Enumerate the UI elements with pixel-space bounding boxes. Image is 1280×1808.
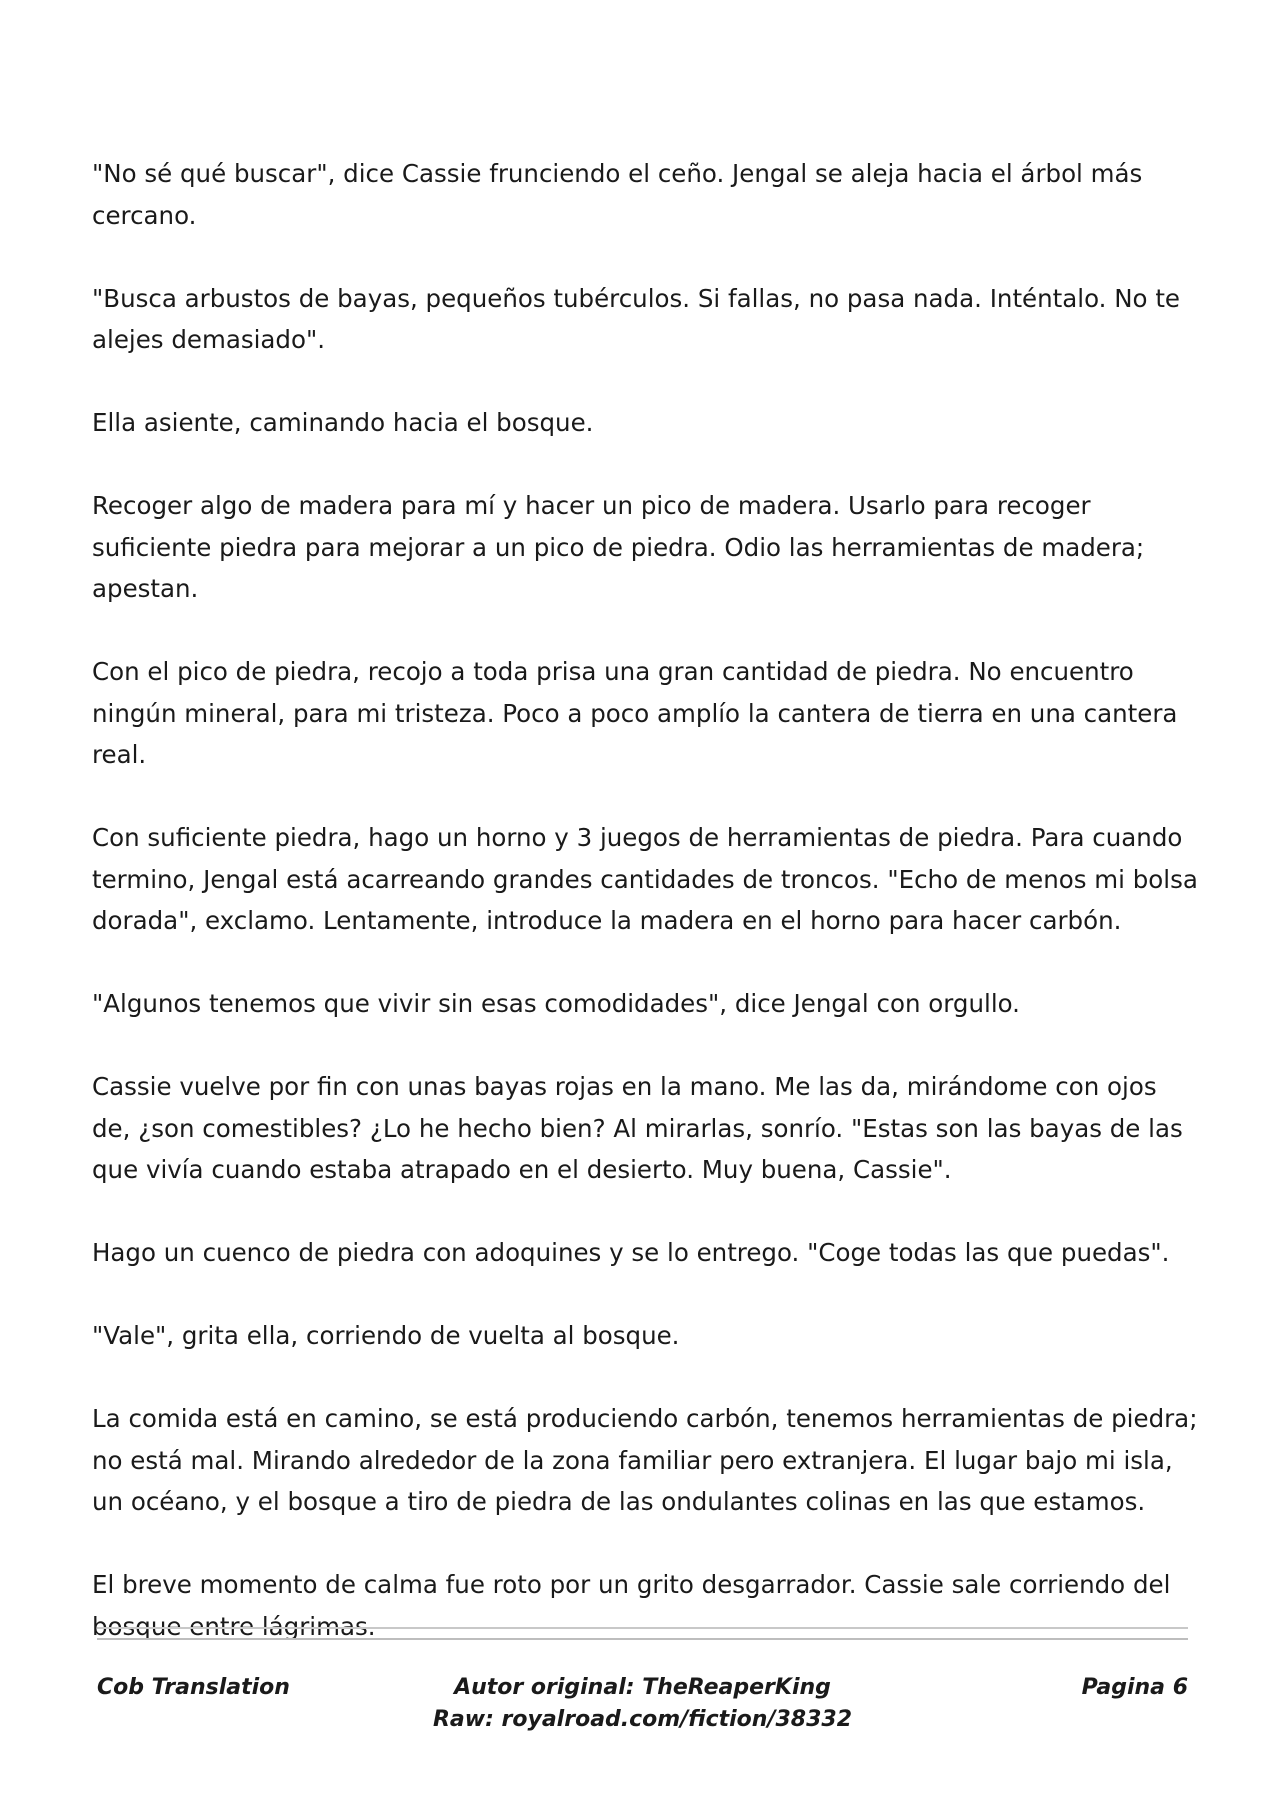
paragraph-12: El breve momento de calma fue roto por un grito desgarrador. Cassie sale corriendo del bosque entre lágrimas. xyxy=(92,1570,1171,1641)
paragraph-8: Cassie vuelve por fin con unas bayas rojas en la mano. Me las da, mirándome con ojos de, ¿son comestibles? ¿Lo he hecho bien? Al mirarlas, sonrío. "Estas son las bayas de las que vivía cuando estaba atrapado en el desierto. Muy buena, Cassie". xyxy=(92,1072,1183,1184)
paragraph-4: Recoger algo de madera para mí y hacer un pico de madera. Usarlo para recoger suficiente piedra para mejorar a un pico de piedra. Odio las herramientas de madera; apestan. xyxy=(92,491,1145,603)
footer-divider-top xyxy=(97,1627,1188,1629)
body-text xyxy=(92,153,1202,1689)
paragraph-1: "No sé qué buscar", dice Cassie frunciendo el ceño. Jengal se aleja hacia el árbol más cercano. xyxy=(92,159,1143,230)
footer-translator: Cob Translation xyxy=(97,1675,290,1700)
paragraph-6: Con suficiente piedra, hago un horno y 3 juegos de herramientas de piedra. Para cuando termino, Jengal está acarreando grandes cantidades de troncos. "Echo de menos mi bolsa dorada", exclamo. Lentamente, introduce la madera en el horno para hacer carbón. xyxy=(92,823,1198,935)
footer-divider-bottom xyxy=(97,1638,1188,1640)
paragraph-2: "Busca arbustos de bayas, pequeños tubérculos. Si fallas, no pasa nada. Inténtalo. No te alejes demasiado". xyxy=(92,283,1181,354)
paragraph-10: "Vale", grita ella, corriendo de vuelta al bosque. xyxy=(92,1321,680,1350)
paragraph-11: La comida está en camino, se está produciendo carbón, tenemos herramientas de piedra; no está mal. Mirando alrededor de la zona familiar pero extranjera. El lugar bajo mi isla, un océano, y el bosque a tiro de piedra de las ondulantes colinas en las que estamos. xyxy=(92,1404,1198,1516)
footer-author: Autor original: TheReaperKing xyxy=(454,1675,831,1700)
footer-page-number: Pagina 6 xyxy=(1081,1675,1188,1700)
paragraph-9: Hago un cuenco de piedra con adoquines y se lo entrego. "Coge todas las que puedas". xyxy=(92,1238,1170,1267)
paragraph-5: Con el pico de piedra, recojo a toda prisa una gran cantidad de piedra. No encuentro ningún mineral, para mi tristeza. Poco a poco amplío la cantera de tierra en una cantera real. xyxy=(92,657,1178,769)
paragraph-3: Ella asiente, caminando hacia el bosque. xyxy=(92,408,594,437)
footer-raw-source: Raw: royalroad.com/fiction/38332 xyxy=(432,1707,853,1732)
paragraph-7: "Algunos tenemos que vivir sin esas comodidades", dice Jengal con orgullo. xyxy=(92,989,1020,1018)
